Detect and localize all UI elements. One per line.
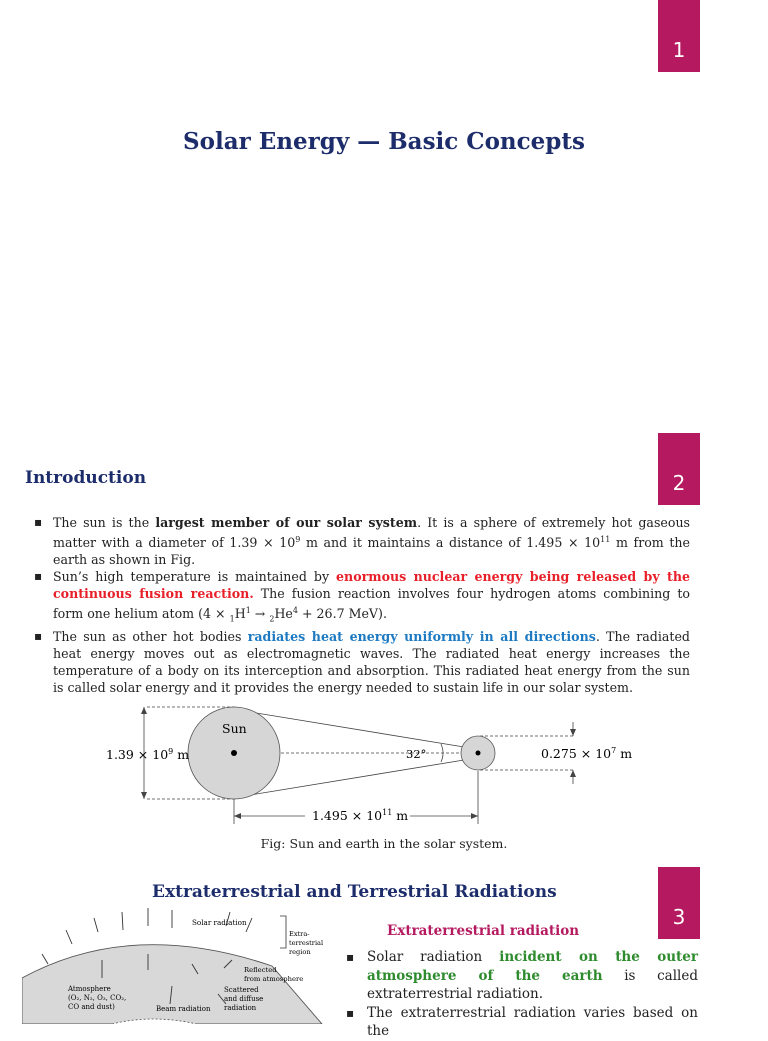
text: + 26.7 MeV). — [297, 606, 387, 622]
text: He — [274, 606, 293, 622]
highlight-text: radiates heat energy uniformly in all directions — [247, 628, 596, 644]
text: The fusion reaction involves four hydrogen atoms combining to form one helium atom (4 × — [53, 586, 690, 622]
text: Sun’s high temperature is maintained by — [53, 569, 337, 585]
extraterrestrial-label-1: Extra- — [289, 930, 310, 938]
list-item — [346, 1004, 698, 1041]
scattered-label-3: radiation — [224, 1004, 257, 1012]
text: . The radiated heat energy moves out as electromagnetic waves. The radiated heat energy increases the temperature of a body on its interception and absorption. This radiated heat energy from the sun is called solar energy and it provides the energy needed to sustain life in our solar system. — [53, 628, 690, 695]
text: → — [250, 606, 270, 622]
reflected-label-2: from atmosphere — [244, 975, 304, 983]
earth-center-dot — [476, 751, 481, 756]
bold-text: largest member of our solar system — [155, 515, 418, 530]
text: The sun as other hot bodies — [53, 628, 248, 644]
slide-number-badge — [658, 867, 700, 939]
atmosphere-label-2: (O₂, N₂, O₃, CO₂, — [68, 994, 127, 1002]
bullet-list — [346, 948, 698, 1041]
reflected-label-1: Reflected — [244, 966, 277, 974]
subscript: 2 — [269, 614, 275, 624]
atmosphere-figure — [22, 908, 337, 1024]
bullet-list — [34, 514, 690, 696]
distance-label: $1.495 \times 10^{11}$ m — [312, 808, 409, 823]
highlight-text: incident on the outer atmosphere of the earth — [367, 949, 698, 984]
slide-number-badge — [658, 433, 700, 505]
solar-radiation-label: Solar radiation — [192, 918, 247, 927]
atmosphere-label-3: CO and dust) — [68, 1003, 115, 1011]
superscript: 1 — [245, 606, 251, 616]
figure-caption: Fig: Sun and earth in the solar system. — [260, 836, 508, 851]
list-item — [34, 514, 690, 568]
subscript: 1 — [229, 614, 235, 624]
section-heading: Extraterrestrial and Terrestrial Radiations — [152, 882, 557, 902]
text: is called extraterrestrial radiation. — [367, 967, 698, 1002]
slide-number: 2 — [672, 471, 686, 495]
list-item — [34, 628, 690, 696]
list-item — [346, 948, 698, 1004]
sun-center-dot — [231, 750, 237, 756]
text: m and it maintains a distance of 1.495 × 10 — [300, 535, 601, 551]
extraterrestrial-label-2: terrestrial — [289, 939, 324, 947]
extraterrestrial-label-3: region — [289, 948, 311, 956]
slide-number: 1 — [672, 38, 686, 62]
text: m from the earth as shown in Fig. — [53, 535, 690, 568]
earth-diameter-label: $0.275 \times 10^7$ m — [541, 746, 633, 761]
beam-radiation-label: Beam radiation — [156, 1005, 211, 1013]
page-title: Solar Energy — Basic Concepts — [183, 128, 585, 155]
section-heading: Introduction — [25, 468, 147, 488]
text: The sun is the — [53, 515, 156, 530]
angle-label: 32° — [406, 747, 427, 761]
text: . It is a sphere of extremely hot gaseous matter with a diameter of 1.39 × 10 — [53, 515, 691, 551]
slide-number-badge — [658, 0, 700, 72]
superscript: 11 — [600, 535, 611, 544]
highlight-text: enormous nuclear energy being released by the continuous fusion reaction. — [53, 569, 690, 602]
sun-diameter-label: $1.39 \times 10^9$ m — [106, 747, 190, 762]
text: Solar radiation — [367, 949, 500, 965]
text: The extraterrestrial radiation varies based on the — [367, 1004, 698, 1039]
scattered-label-2: and diffuse — [224, 995, 264, 1003]
sun-label: Sun — [222, 721, 247, 736]
slide-number: 3 — [672, 905, 686, 929]
superscript: 9 — [295, 535, 301, 544]
scattered-label-1: Scattered — [224, 986, 259, 994]
text: H — [234, 606, 246, 622]
subheading: Extraterrestrial radiation — [387, 923, 580, 939]
list-item — [34, 568, 690, 628]
sun-earth-figure — [100, 696, 640, 830]
atmosphere-label-1: Atmosphere — [68, 985, 111, 993]
superscript: 4 — [292, 606, 298, 616]
